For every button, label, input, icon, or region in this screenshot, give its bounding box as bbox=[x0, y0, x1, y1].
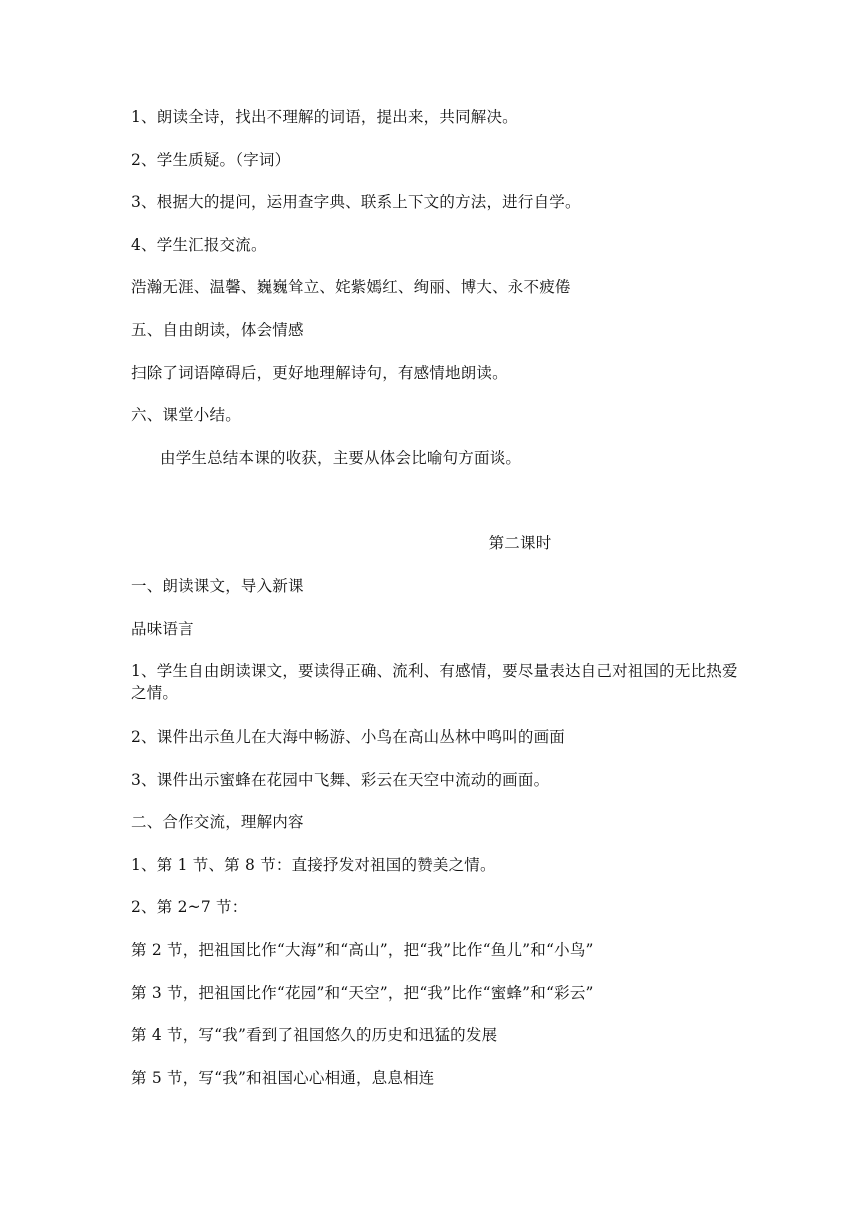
heading-intro: 一、朗读课文，导入新课 bbox=[131, 577, 304, 595]
heading-cooperation: 二、合作交流，理解内容 bbox=[131, 813, 304, 831]
paragraph-summary: 由学生总结本课的收获，主要从体会比喻句方面谈。 bbox=[160, 449, 522, 467]
stanza-2-note: 第 2 节，把祖国比作“大海”和“高山”，把“我”比作“鱼儿”和“小鸟” bbox=[131, 941, 594, 959]
step-1-read-poem: 1、朗读全诗，找出不理解的词语，提出来，共同解决。 bbox=[131, 108, 518, 126]
step-2-questions: 2、学生质疑。（字词） bbox=[131, 151, 291, 169]
item-2-fish-bird: 2、课件出示鱼儿在大海中畅游、小鸟在高山丛林中鸣叫的画面 bbox=[131, 728, 565, 746]
stanza-4-note: 第 4 节，写“我”看到了祖国悠久的历史和迅猛的发展 bbox=[131, 1026, 498, 1044]
heading-free-reading: 五、自由朗读，体会情感 bbox=[131, 321, 304, 339]
stanza-3-note: 第 3 节，把祖国比作“花园”和“天空”，把“我”比作“蜜蜂”和“彩云” bbox=[131, 984, 594, 1002]
paragraph-free-reading: 扫除了词语障碍后，更好地理解诗句，有感情地朗读。 bbox=[131, 364, 508, 382]
content-section-1-8: 1、第 1 节、第 8 节：直接抒发对祖国的赞美之情。 bbox=[131, 856, 496, 874]
content-section-2-7: 2、第 2~7 节： bbox=[131, 898, 248, 916]
lesson-title: 第二课时 bbox=[488, 534, 552, 552]
subheading-language: 品味语言 bbox=[131, 620, 194, 638]
item-3-bee-cloud: 3、课件出示蜜蜂在花园中飞舞、彩云在天空中流动的画面。 bbox=[131, 771, 550, 789]
stanza-5-note: 第 5 节，写“我”和祖国心心相通，息息相连 bbox=[131, 1069, 435, 1087]
vocabulary-list: 浩瀚无涯、温馨、巍巍耸立、姹紫嫣红、绚丽、博大、永不疲倦 bbox=[131, 278, 571, 296]
item-1-read-aloud: 1、学生自由朗读课文，要读得正确、流利、有感情，要尽量表达自己对祖国的无比热爱之情。 bbox=[131, 662, 738, 702]
step-4-report: 4、学生汇报交流。 bbox=[131, 236, 267, 254]
heading-summary: 六、课堂小结。 bbox=[131, 406, 241, 424]
step-3-self-study: 3、根据大的提问，运用查字典、联系上下文的方法，进行自学。 bbox=[131, 193, 581, 211]
